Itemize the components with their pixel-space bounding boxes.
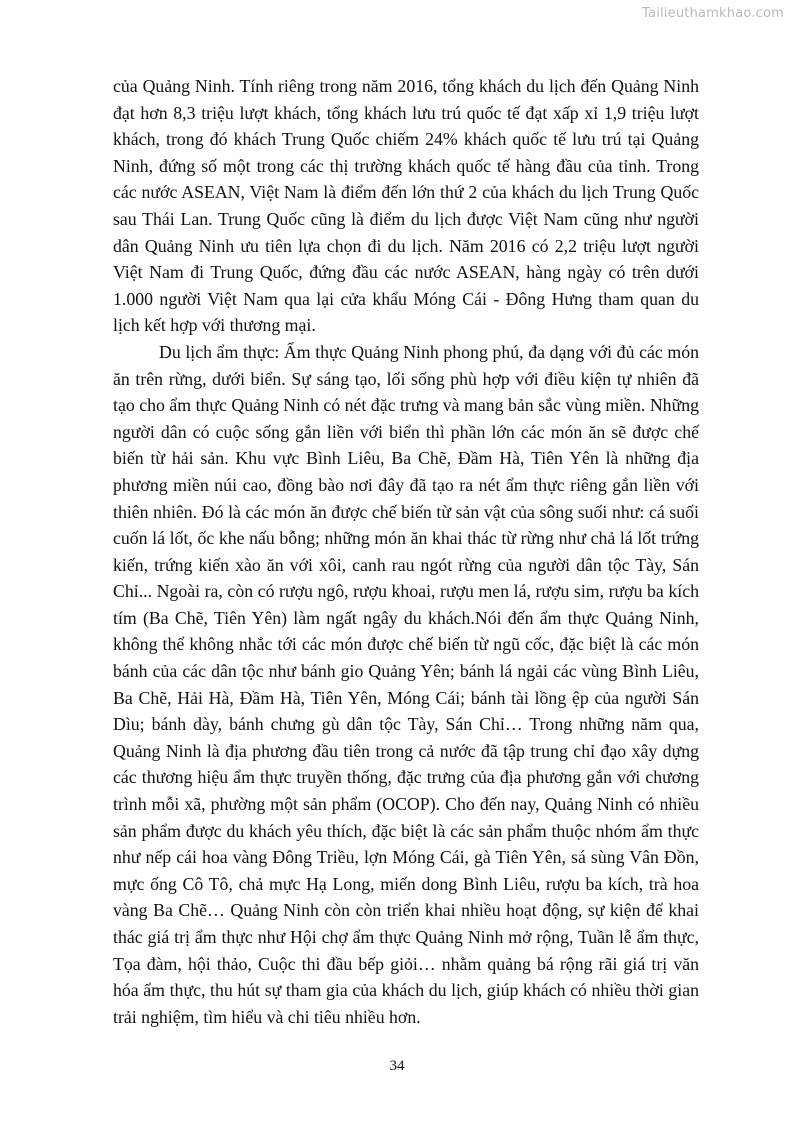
watermark-text: Tailieuthamkhao.com bbox=[642, 6, 784, 21]
document-body bbox=[113, 73, 699, 1030]
paragraph-continuation: của Quảng Ninh. Tính riêng trong năm 2016, tổng khách du lịch đến Quảng Ninh đạt hơn 8,3 triệu lượt khách, tổng khách lưu trú quốc tế đạt xấp xỉ 1,9 triệu lượt khách, trong đó khách Trung Quốc chiếm 24% khách quốc tế lưu trú tại Quảng Ninh, đứng số một trong các thị trường khách quốc tế hàng đầu của tỉnh. Trong các nước ASEAN, Việt Nam là điểm đến lớn thứ 2 của khách du lịch Trung Quốc sau Thái Lan. Trung Quốc cũng là điểm du lịch được Việt Nam cũng như người dân Quảng Ninh ưu tiên lựa chọn đi du lịch. Năm 2016 có 2,2 triệu lượt người Việt Nam đi Trung Quốc, đứng đầu các nước ASEAN, hàng ngày có trên dưới 1.000 người Việt Nam qua lại cửa khẩu Móng Cái - Đông Hưng tham quan du lịch kết hợp với thương mại. bbox=[113, 76, 699, 336]
page-number: 34 bbox=[389, 1058, 405, 1074]
paragraph-culinary-tourism: Du lịch ẩm thực: Ẩm thực Quảng Ninh phong phú, đa dạng với đủ các món ăn trên rừng, dưới biển. Sự sáng tạo, lối sống phù hợp với điều kiện tự nhiên đã tạo cho ẩm thực Quảng Ninh có nét đặc trưng và mang bản sắc vùng miền. Những người dân có cuộc sống gắn liền với biển thì phần lớn các món ăn sẽ được chế biến từ hải sản. Khu vực Bình Liêu, Ba Chẽ, Đầm Hà, Tiên Yên là những địa phương miền núi cao, đồng bào nơi đây đã tạo ra nét ẩm thực riêng gắn liền với thiên nhiên. Đó là các món ăn được chế biến từ sản vật của sông suối như: cá suối cuốn lá lốt, ốc khe nấu bỗng; những món ăn khai thác từ rừng như chả lá lốt trứng kiến, trứng kiến xào ăn với xôi, canh rau ngót rừng của người dân tộc Tày, Sán Chỉ... Ngoài ra, còn có rượu ngô, rượu khoai, rượu men lá, rượu sim, rượu ba kích tím (Ba Chẽ, Tiên Yên) làm ngất ngây du khách.Nói đến ẩm thực Quảng Ninh, không thể không nhắc tới các món được chế biến từ ngũ cốc, đặc biệt là các món bánh của các dân tộc như bánh gio Quảng Yên; bánh lá ngải các vùng Bình Liêu, Ba Chẽ, Hải Hà, Đầm Hà, Tiên Yên, Móng Cái; bánh tài lồng ệp của người Sán Dìu; bánh dày, bánh chưng gù dân tộc Tày, Sán Chỉ… Trong những năm qua, Quảng Ninh là địa phương đầu tiên trong cả nước đã tập trung chỉ đạo xây dựng các thương hiệu ẩm thực truyền thống, đặc trưng của địa phương gắn với chương trình mỗi xã, phường một sản phẩm (OCOP). Cho đến nay, Quảng Ninh có nhiều sản phẩm được du khách yêu thích, đặc biệt là các sản phẩm thuộc nhóm ẩm thực như nếp cái hoa vàng Đông Triều, lợn Móng Cái, gà Tiên Yên, sá sùng Vân Đồn, mực ống Cô Tô, chả mực Hạ Long, miến dong Bình Liêu, rượu ba kích, trà hoa vàng Ba Chẽ… Quảng Ninh còn còn triển khai nhiều hoạt động, sự kiện để khai thác giá trị ẩm thực như Hội chợ ẩm thực Quảng Ninh mở rộng, Tuần lễ ẩm thực, Tọa đàm, hội thảo, Cuộc thi đầu bếp giỏi… nhằm quảng bá rộng rãi giá trị văn hóa ẩm thực, thu hút sự tham gia của khách du lịch, giúp khách có nhiều thời gian trải nghiệm, tìm hiểu và chi tiêu nhiều hơn. bbox=[113, 341, 699, 1027]
